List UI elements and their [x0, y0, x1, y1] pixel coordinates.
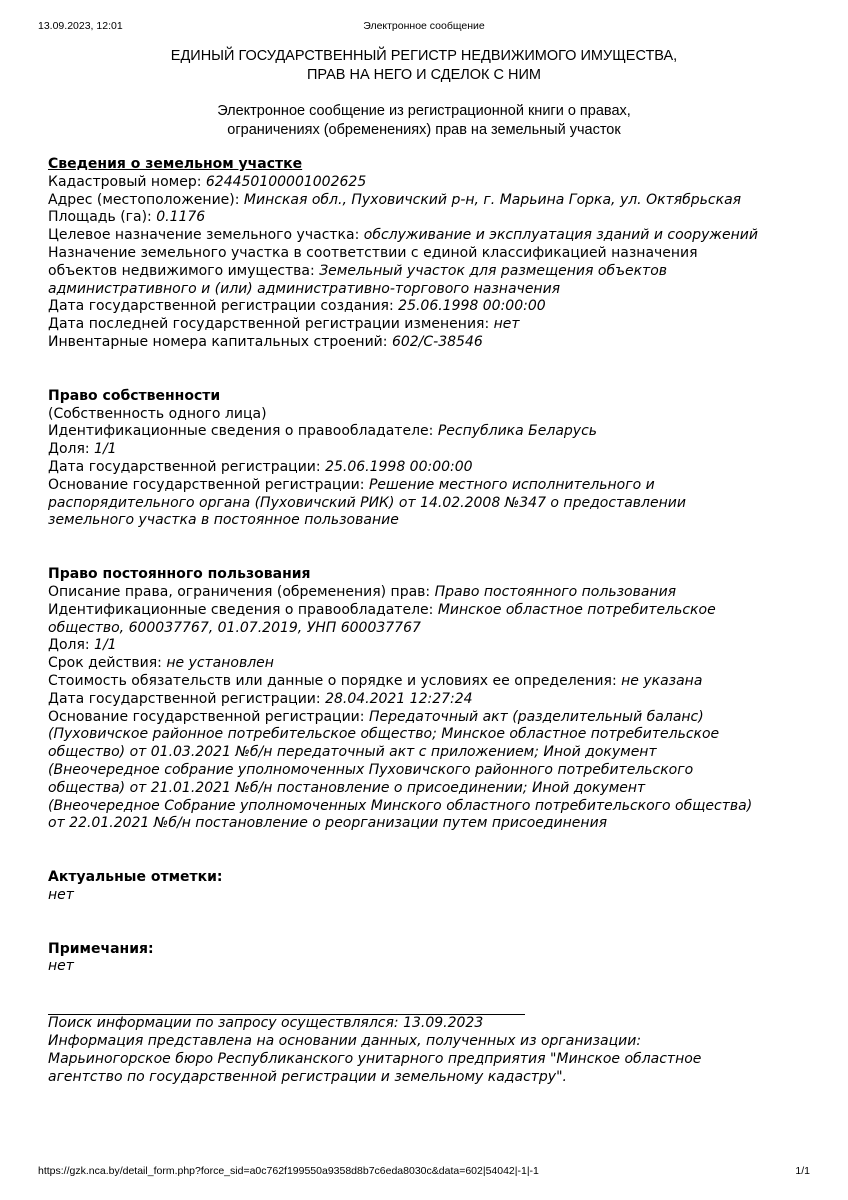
share-row — [48, 441, 800, 459]
inventory-value: 602/С-38546 — [391, 333, 483, 350]
field-label: Срок действия: — [48, 655, 167, 672]
field-label: Дата последней государственной регистрации изменения: — [48, 316, 494, 333]
field-label: Стоимость обязательств или данные о порядке и условиях ее определения: — [48, 672, 622, 689]
purpose-value: обслуживание и эксплуатация зданий и сооружений — [363, 227, 758, 244]
classification-row — [48, 245, 800, 263]
permanent-use-section — [48, 566, 800, 833]
basis-value: общества) от 21.01.2021 №б/н постановление о присоединении; Иной документ — [48, 779, 646, 796]
change-date: нет — [493, 316, 520, 333]
area-row — [48, 209, 800, 227]
print-header — [38, 20, 810, 34]
basis-value: (Внеочередное Собрание уполномоченных Минского областного потребительского общества) — [48, 797, 753, 814]
basis-row — [48, 477, 800, 495]
holder-row — [48, 423, 800, 441]
address-row — [48, 192, 800, 210]
document-body — [48, 156, 800, 1086]
field-label: Дата государственной регистрации создания: — [48, 298, 399, 315]
source-info-line: Марьиногорское бюро Республиканского унитарного предприятия "Минское областное — [48, 1050, 702, 1067]
basis-value: от 22.01.2021 №б/н постановление о реорганизации путем присоединения — [48, 815, 608, 832]
purpose-row — [48, 227, 800, 245]
classification-value: Земельный участок для размещения объектов — [319, 262, 668, 279]
field-label: Инвентарные номера капитальных строений: — [48, 333, 392, 350]
document-title-line: ЕДИНЫЙ ГОСУДАРСТВЕННЫЙ РЕГИСТР НЕДВИЖИМОГО ИМУЩЕСТВА, — [170, 48, 678, 64]
notes-value: нет — [48, 958, 74, 975]
field-label: Описание права, ограничения (обременения) прав: — [48, 583, 435, 600]
creation-date: 25.06.1998 00:00:00 — [398, 298, 546, 315]
section-heading: Право постоянного пользования — [48, 566, 311, 583]
field-label: Дата государственной регистрации: — [48, 690, 326, 707]
field-label: Доля: — [48, 441, 95, 458]
document-subtitle — [48, 102, 800, 140]
field-label: Дата государственной регистрации: — [48, 458, 326, 475]
classification-row — [48, 263, 800, 281]
term-value: не установлен — [166, 655, 274, 672]
basis-value: (Пуховичское районное потребительское общество; Минское областное потребительское — [48, 726, 720, 743]
basis-value: Решение местного исполнительного и — [368, 476, 655, 493]
document-subtitle-line: Электронное сообщение из регистрационной книги о правах, — [217, 103, 631, 119]
current-marks-value: нет — [48, 886, 74, 903]
registration-date-row — [48, 459, 800, 477]
holder-value: Минское областное потребительское — [437, 601, 716, 618]
field-label: объектов недвижимого имущества: — [48, 262, 320, 279]
ownership-section — [48, 388, 800, 530]
basis-value: (Внеочередное собрание уполномоченных Пуховичского районного потребительского — [48, 761, 694, 778]
print-datetime: 13.09.2023, 12:01 — [38, 20, 123, 32]
basis-value: Передаточный акт (разделительный баланс) — [368, 708, 704, 725]
right-description-row — [48, 584, 800, 602]
field-label: Целевое назначение земельного участка: — [48, 227, 364, 244]
print-page-title: Электронное сообщение — [363, 20, 485, 32]
basis-value: общество) от 01.03.2021 №б/н передаточный акт с приложением; Иной документ — [48, 744, 657, 761]
basis-row — [48, 709, 800, 727]
print-footer — [38, 1165, 810, 1179]
document-subtitle-line: ограничениях (обременениях) прав на земельный участок — [227, 122, 621, 138]
section-heading: Актуальные отметки: — [48, 869, 223, 886]
holder-value: Республика Беларусь — [437, 423, 598, 440]
cadastral-number: 624450100001002625 — [205, 173, 367, 190]
document-title — [48, 47, 800, 85]
change-date-row — [48, 316, 800, 334]
field-label: Кадастровый номер: — [48, 173, 206, 190]
share-value: 1/1 — [94, 637, 117, 654]
share-value: 1/1 — [94, 441, 117, 458]
field-label: Адрес (местоположение): — [48, 191, 244, 208]
source-info-line: агентство по государственной регистрации и земельному кадастру". — [48, 1068, 567, 1085]
holder-row — [48, 602, 800, 620]
ownership-type: (Собственность одного лица) — [48, 405, 267, 422]
cadastral-number-row — [48, 174, 800, 192]
field-label: Площадь (га): — [48, 209, 157, 226]
field-label: Основание государственной регистрации: — [48, 476, 369, 493]
classification-value: административного и (или) административно-торгового назначения — [48, 280, 561, 297]
registration-date-row — [48, 691, 800, 709]
registration-date: 25.06.1998 00:00:00 — [325, 458, 473, 475]
term-row — [48, 655, 800, 673]
field-label: Идентификационные сведения о правообладателе: — [48, 423, 438, 440]
section-heading: Примечания: — [48, 940, 154, 957]
inventory-row — [48, 334, 800, 352]
address-value: Минская обл., Пуховичский р-н, г. Марьина Горка, ул. Октябрьская — [243, 191, 742, 208]
right-description: Право постоянного пользования — [434, 583, 677, 600]
search-info — [48, 1015, 800, 1086]
document-title-line: ПРАВ НА НЕГО И СДЕЛОК С НИМ — [307, 67, 541, 83]
cost-value: не указана — [621, 672, 703, 689]
field-label: Доля: — [48, 637, 95, 654]
registration-date: 28.04.2021 12:27:24 — [325, 690, 473, 707]
basis-value: распорядительного органа (Пуховичский РИК) от 14.02.2008 №347 о предоставлении — [48, 494, 686, 511]
field-label: Идентификационные сведения о правообладателе: — [48, 601, 438, 618]
page-counter: 1/1 — [795, 1165, 810, 1177]
field-label: Основание государственной регистрации: — [48, 708, 369, 725]
source-info-line: Информация представлена на основании данных, полученных из организации: — [48, 1033, 642, 1050]
cost-row — [48, 673, 800, 691]
print-url: https://gzk.nca.by/detail_form.php?force_sid=a0c762f199550a9358d8b7c6eda8030c&data=602|54042|-1|-1 — [38, 1165, 539, 1177]
creation-date-row — [48, 298, 800, 316]
field-label: Назначение земельного участка в соответствии с единой классификацией назначения — [48, 244, 698, 261]
area-value: 0.1176 — [156, 209, 206, 226]
section-heading: Сведения о земельном участке — [48, 156, 303, 172]
share-row — [48, 637, 800, 655]
holder-value: общество, 600037767, 01.07.2019, УНП 600037767 — [48, 619, 421, 636]
section-heading: Право собственности — [48, 387, 221, 404]
parcel-section — [48, 156, 800, 352]
current-marks-section — [48, 869, 800, 905]
basis-value: земельного участка в постоянное пользование — [48, 512, 399, 529]
notes-section — [48, 941, 800, 977]
search-date: Поиск информации по запросу осуществлялся: 13.09.2023 — [48, 1015, 484, 1032]
